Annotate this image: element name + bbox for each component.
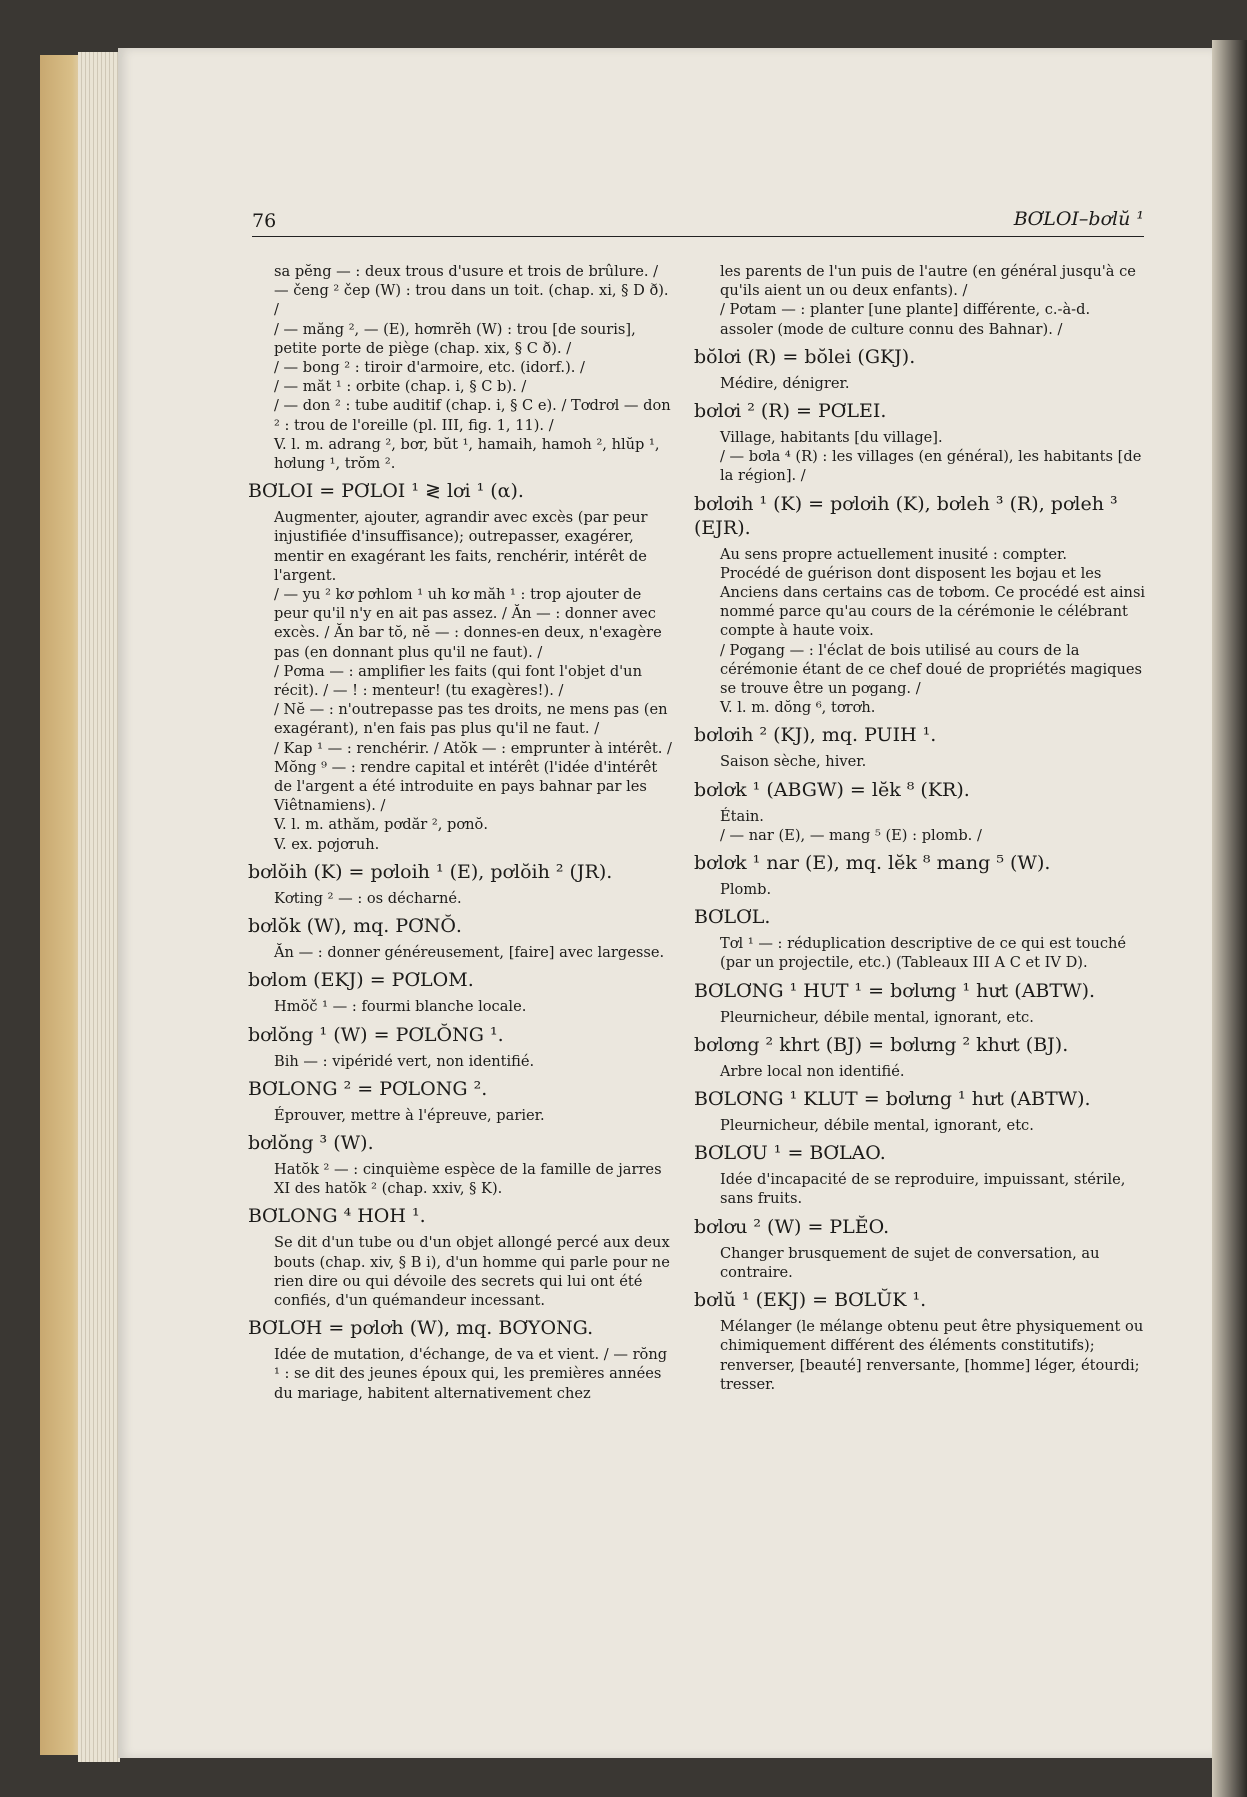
dictionary-entry <box>248 1131 672 1198</box>
dictionary-entry <box>694 979 1146 1027</box>
dictionary-entry <box>694 345 1146 393</box>
definition-line: / Nĕ — : n'outrepasse pas tes droits, ne mens pas (en exagérant), n'en fais pas plus qu'il ne faut. / <box>274 701 668 738</box>
dictionary-entry <box>694 851 1146 899</box>
entry-definition <box>698 374 1146 393</box>
entry-definition <box>252 1052 672 1071</box>
dictionary-entry <box>694 905 1146 972</box>
dictionary-entry <box>248 1023 672 1071</box>
definition-line: Se dit d'un tube ou d'un objet allongé percé aux deux bouts (chap. xiv, § B i), d'un homme qui parle pour ne rien dire ou qui dévoile des secrets qui lui ont été confiés, d'un quémandeur incessant. <box>274 1234 670 1309</box>
book-spine <box>1212 40 1247 1797</box>
definition-line: V. l. m. dŏng ⁶, tơrơh. <box>720 699 876 717</box>
entry-headword: bơlŏng ³ (W). <box>248 1131 374 1154</box>
definition-line: Tơl ¹ — : réduplication descriptive de ce qui est touché (par un projectile, etc.) (Tableaux III A C et IV D). <box>720 935 1127 972</box>
dictionary-entry <box>694 1288 1146 1394</box>
entry-headword: bơlŭ ¹ (EKJ) = BƠLŬK ¹. <box>694 1289 927 1312</box>
definition-line: Bih — : vipéridé vert, non identifié. <box>274 1052 535 1070</box>
entry-definition <box>698 1170 1146 1208</box>
entry-headword: BƠLƠU ¹ = BƠLAO. <box>694 1142 886 1165</box>
definition-line: / Pơtam — : planter [une plante] différente, c.-à-d. assoler (mode de culture connu des Bahnar). / <box>720 301 1091 338</box>
definition-line: Pleurnicheur, débile mental, ignorant, etc. <box>720 1008 1034 1026</box>
dictionary-entry <box>248 968 672 1016</box>
entry-definition <box>698 1317 1146 1394</box>
dictionary-entry <box>248 479 672 854</box>
entry-headword: bơlơi ² (R) = PƠLEI. <box>694 400 887 423</box>
definition-line: / — don ² : tube auditif (chap. i, § C e). / Tơdrơl — don ² : trou de l'oreille (pl. III, fig. 1, 11). / <box>274 397 671 434</box>
entry-headword: bơlơk ¹ nar (E), mq. lĕk ⁸ mang ⁵ (W). <box>694 852 1051 875</box>
dictionary-entry <box>694 1033 1146 1081</box>
entry-definition <box>698 545 1146 718</box>
definition-line: Étain. <box>720 807 764 825</box>
dictionary-entry <box>252 262 672 473</box>
definition-line: / — măng ², — (E), hơmrĕh (W) : trou [de souris], petite porte de piège (chap. xix, § C ð). / <box>274 320 636 357</box>
definition-line: Mélanger (le mélange obtenu peut être physiquement ou chimiquement différent des éléments constitutifs); <box>720 1318 1144 1355</box>
dictionary-entry <box>248 1204 672 1310</box>
dictionary-entry <box>248 860 672 908</box>
entry-headword: bơlơih ² (KJ), mq. PUIH ¹. <box>694 724 937 747</box>
definition-line: Idée d'incapacité de se reproduire, impuissant, stérile, sans fruits. <box>720 1171 1126 1208</box>
entry-definition <box>252 943 672 962</box>
entry-definition <box>698 880 1146 899</box>
page-stack-lines <box>78 52 120 1762</box>
entry-headword: BƠLƠNG ¹ KLUT = bơlưng ¹ hưt (ABTW). <box>694 1088 1091 1111</box>
entry-headword: bơlơih ¹ (K) = pơlơih (K), bơleh ³ (R), pơleh ³ (EJR). <box>694 492 1118 539</box>
entry-headword: bơlŏk (W), mq. PƠNŎ. <box>248 915 462 938</box>
definition-line: sa pĕng — : deux trous d'usure et trois de brûlure. / — čeng ² čep (W) : trou dans un toit. (chap. xi, § D ð). / <box>274 263 669 319</box>
entry-headword: bơlom (EKJ) = PƠLOM. <box>248 969 474 992</box>
page-header <box>252 208 1144 237</box>
definition-line: V. ex. pơjơruh. <box>274 835 380 853</box>
dictionary-entry <box>248 1316 672 1403</box>
definition-line: les parents de l'un puis de l'autre (en général jusqu'à ce qu'ils aient un ou deux enfants). / <box>720 263 1136 300</box>
entry-headword: BƠLƠNG ¹ HUT ¹ = bơlưng ¹ hưt (ABTW). <box>694 979 1096 1002</box>
definition-line: / — măt ¹ : orbite (chap. i, § C b). / <box>274 378 527 396</box>
definition-line: Arbre local non identifié. <box>720 1062 905 1080</box>
entry-definition <box>252 1345 672 1403</box>
entry-headword: BƠLONG ² = PƠLONG ². <box>248 1077 488 1100</box>
entry-definition <box>252 997 672 1016</box>
page-number: 76 <box>252 210 277 232</box>
definition-line: / Pơgang — : l'éclat de bois utilisé au cours de la cérémonie étant de ce chef doué de propriétés magiques se trouve être un pơgang. / <box>720 641 1143 698</box>
dictionary-entry <box>694 1215 1146 1282</box>
definition-line: Médire, dénigrer. <box>720 374 850 392</box>
definition-line: Ăn — : donner généreusement, [faire] avec largesse. <box>274 944 665 962</box>
entry-definition <box>252 1160 672 1198</box>
definition-line: renverser, [beauté] renversante, [homme] léger, étourdi; <box>720 1356 1140 1374</box>
left-column <box>248 262 672 1409</box>
entry-headword: bơlŏng ¹ (W) = PƠLŎNG ¹. <box>248 1023 504 1046</box>
definition-line: Au sens propre actuellement inusité : compter. <box>720 545 1068 563</box>
entry-headword: BƠLOI = PƠLOI ¹ ≷ lơi ¹ (α). <box>248 480 524 503</box>
entry-definition <box>252 508 672 854</box>
entry-headword: BƠLƠH = pơlơh (W), mq. BƠYONG. <box>248 1317 594 1340</box>
definition-line: Kơting ² — : os décharné. <box>274 889 462 907</box>
definition-line: Hmŏč ¹ — : fourmi blanche locale. <box>274 998 527 1016</box>
definition-line: Procédé de guérison dont disposent les bơjau et les Anciens dans certains cas de tơbơm. Ce procédé est ainsi nommé parce qu'au cours de la cérémonie le célébrant compte à haute voix. <box>720 564 1146 640</box>
definition-line: V. l. m. adrang ², bơr, bŭt ¹, hamaih, hamoh ², hlŭp ¹, hơlung ¹, trŏm ². <box>274 435 660 473</box>
dictionary-entry <box>694 778 1146 845</box>
definition-line: / Pơma — : amplifier les faits (qui font l'objet d'un récit). / — ! : menteur! (tu exagères!). / <box>274 662 642 700</box>
entry-headword: bơlơu ² (W) = PLĔO. <box>694 1215 890 1238</box>
entry-definition <box>698 1008 1146 1027</box>
definition-line: / — bơla ⁴ (R) : les villages (en général), les habitants [de la région]. / <box>720 448 1142 485</box>
dictionary-entry <box>694 1087 1146 1135</box>
definition-line: / — bong ² : tiroir d'armoire, etc. (idorf.). / <box>274 359 585 377</box>
entry-definition <box>252 262 672 473</box>
definition-line: / — nar (E), — mang ⁵ (E) : plomb. / <box>720 826 982 844</box>
definition-line: Changer brusquement de sujet de conversation, au contraire. <box>720 1244 1100 1281</box>
definition-line: Pleurnicheur, débile mental, ignorant, etc. <box>720 1117 1034 1135</box>
definition-line: V. l. m. athăm, pơdăr ², pơnŏ. <box>274 816 488 834</box>
entry-definition <box>698 1116 1146 1135</box>
definition-line: tresser. <box>720 1375 776 1393</box>
entry-headword: bơlơk ¹ (ABGW) = lĕk ⁸ (KR). <box>694 778 970 801</box>
definition-line: Éprouver, mettre à l'épreuve, parier. <box>274 1106 545 1124</box>
entry-definition <box>252 1106 672 1125</box>
dictionary-entry <box>694 723 1146 771</box>
definition-line: / Kap ¹ — : renchérir. / Atŏk — : emprunter à intérêt. / Mŏng ⁹ — : rendre capital et intérêt (l'idée d'intérêt de l'argent a été introduite en pays bahnar par les Viêtnamiens). / <box>274 739 672 815</box>
dictionary-entry <box>694 1141 1146 1208</box>
entry-definition <box>698 752 1146 771</box>
entry-headword: BƠLONG ⁴ HOH ¹. <box>248 1205 426 1228</box>
entry-definition <box>698 1062 1146 1081</box>
dictionary-entry <box>248 1077 672 1125</box>
definition-line: Plomb. <box>720 881 772 899</box>
entry-definition <box>698 934 1146 972</box>
entry-definition <box>252 889 672 908</box>
dictionary-entry <box>694 399 1146 486</box>
entry-definition <box>698 1244 1146 1282</box>
entry-headword: bơlŏih (K) = pơloih ¹ (E), pơlŏih ² (JR). <box>248 860 613 883</box>
definition-line: Saison sèche, hiver. <box>720 753 867 771</box>
entry-definition <box>698 807 1146 845</box>
dictionary-entry <box>248 914 672 962</box>
entry-definition <box>698 428 1146 486</box>
definition-line: Augmenter, ajouter, agrandir avec excès (par peur injustifiée d'insuffisance); outrepasser, exagérer, mentir en exagérant les faits, renchérir, intérêt de l'argent. <box>274 509 648 584</box>
definition-line: Hatŏk ² — : cinquième espèce de la famille de jarres XI des hatŏk ² (chap. xxiv, § K). <box>274 1160 662 1198</box>
dictionary-entry <box>694 492 1146 718</box>
definition-line: Idée de mutation, d'échange, de va et vient. / — rŏng ¹ : se dit des jeunes époux qui, les premières années du mariage, habitent alternativement chez <box>274 1346 668 1402</box>
entry-headword: bŏlơi (R) = bŏlei (GKJ). <box>694 345 916 368</box>
entry-headword: bơlơng ² khrt (BJ) = bơlưng ² khưt (BJ). <box>694 1033 1069 1056</box>
dictionary-entry <box>698 262 1146 339</box>
entry-headword: BƠLƠL. <box>694 906 771 929</box>
entry-definition <box>698 262 1146 339</box>
entry-definition <box>252 1233 672 1310</box>
definition-line: / — yu ² kơ pơhlom ¹ uh kơ măh ¹ : trop ajouter de peur qu'il n'y en ait pas assez. / Ăn — : donner avec excès. / Ăn bar tŏ, nĕ — : donnes-en deux, n'exagère pas (en donnant plus qu'il ne faut). / <box>274 586 662 661</box>
running-head: BƠLOI–bơlŭ ¹ <box>1013 208 1144 230</box>
right-column <box>694 262 1146 1400</box>
definition-line: Village, habitants [du village]. <box>720 429 943 447</box>
